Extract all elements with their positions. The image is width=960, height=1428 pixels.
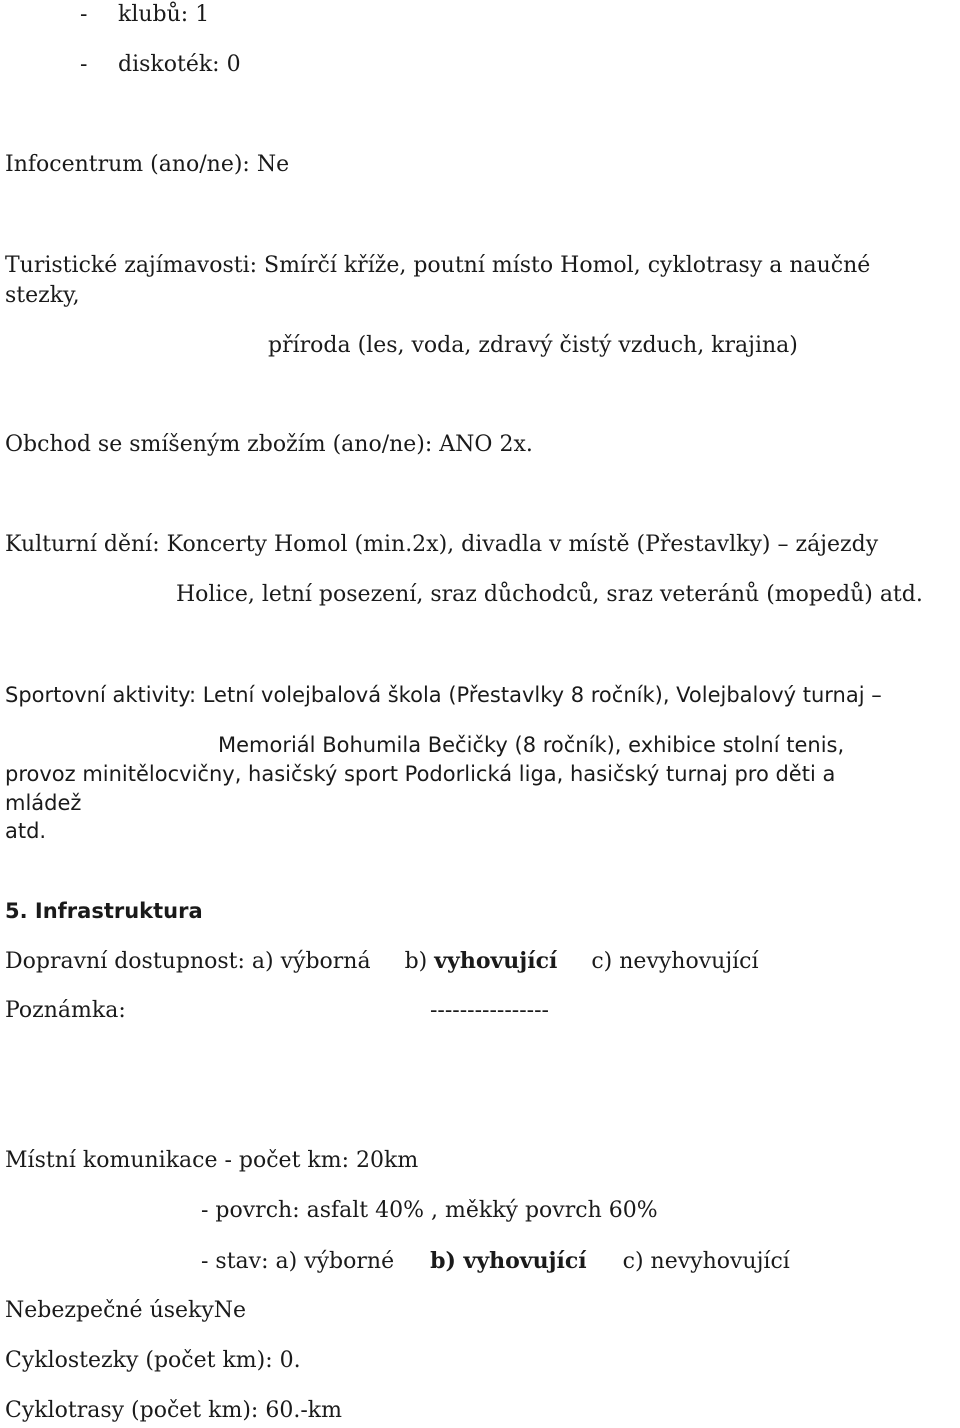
sport-line-3: provoz minitělocvičny, hasičský sport Podorlická liga, hasičský turnaj pro děti a [5,762,836,786]
doprava-line [5,946,759,977]
doprava-option-b-selected: vyhovující [434,948,558,974]
sport-line-5: atd. [5,819,47,843]
nebezpecne-useky-line: Nebezpečné úsekyNe [5,1298,247,1323]
infocentrum-line: Infocentrum (ano/ne): Ne [5,152,290,177]
cyklostezky-line: Cyklostezky (počet km): 0. [5,1348,301,1373]
list-item-text: klubů: 1 [118,2,210,27]
poznamka-value: ---------------- [430,998,549,1023]
list-item-diskoteky [80,50,241,80]
turist-line-2: stezky, [5,283,80,308]
doprava-option-b-prefix: b) [404,949,428,974]
sport-line-1: Sportovní aktivity: Letní volejbalová škola (Přestavlky 8 ročník), Volejbalový turnaj – [5,683,882,707]
kultura-line-1: Kulturní dění: Koncerty Homol (min.2x), divadla v místě (Přestavlky) – zájezdy [5,532,879,557]
section-heading: 5. Infrastruktura [5,899,203,923]
sport-line-2: Memoriál Bohumila Bečičky (8 ročník), exhibice stolní tenis, [218,733,845,757]
poznamka-label: Poznámka: [5,998,126,1023]
obchod-line: Obchod se smíšeným zbožím (ano/ne): ANO 2x. [5,432,533,457]
kultura-line-2: Holice, letní posezení, sraz důchodců, sraz veteránů (mopedů) atd. [176,582,923,607]
doprava-option-c: c) nevyhovující [591,949,759,974]
stav-option-b-selected: b) vyhovující [430,1248,587,1274]
stav-option-c: c) nevyhovující [622,1249,790,1274]
list-item-kluby [80,0,209,30]
list-item-text: diskoték: 0 [118,52,241,77]
mistni-komunikace-line: Místní komunikace - počet km: 20km [5,1148,419,1173]
povrch-line: - povrch: asfalt 40% , měkký povrch 60% [201,1198,658,1223]
doprava-label: Dopravní dostupnost: [5,949,245,974]
list-dash: - [80,52,88,77]
sport-line-4: mládež [5,791,82,815]
stav-label: - stav: a) výborné [201,1249,395,1274]
doprava-option-a: a) výborná [251,949,371,974]
list-dash: - [80,2,88,27]
turist-line-1: Turistické zajímavosti: Smírčí kříže, poutní místo Homol, cyklotrasy a naučné [5,253,871,278]
stav-line [201,1246,790,1277]
turist-line-3: příroda (les, voda, zdravý čistý vzduch, krajina) [268,333,798,358]
cyklotrasy-line: Cyklotrasy (počet km): 60.-km [5,1398,342,1423]
